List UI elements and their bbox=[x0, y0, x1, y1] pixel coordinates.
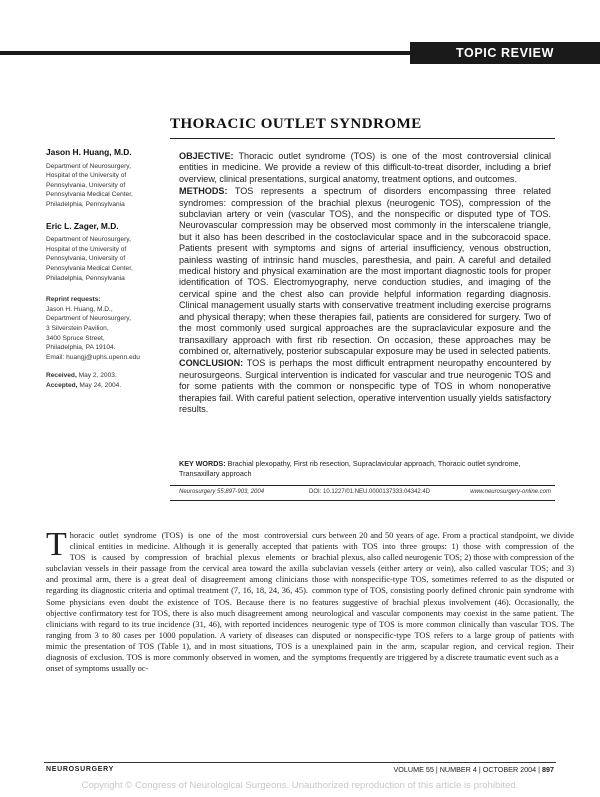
section-tag: TOPIC REVIEW bbox=[410, 42, 600, 64]
accepted-date bbox=[46, 381, 161, 391]
methods-text: TOS represents a spectrum of disorders encompassing three related syndromes: compression of the brachial plexus (neurogenic TOS), compression of the subclavian artery or vein (vascular TOS), and the nonspecific or disputed type of TOS. Neurovascular compression may be observed most commonly in the interscalene triangle, but it also has been described in the costoclavicular space and in the subcoracoid space. Patients present with symptoms and signs of arterial insufficiency, venous obstruction, painless wasting of intrinsic hand muscles, paresthesia, and pain. A careful and detailed medical history and physical examination are the most important diagnostic tools for proper identification of TOS. Electromyography, nerve conduction studies, and imaging of the cervical spine and the chest also can provide helpful information regarding diagnosis. Clinical management usually starts with conservative treatment including exercise programs and physical therapy; when these therapies fail, patients are considered for surgery. Two of the most commonly used surgical approaches are the supraclavicular exposure and the transaxillary approach with first rib resection. On occasion, these approaches may be combined or, alternatively, posterior subscapular exposure may be used in selected patients. bbox=[179, 186, 551, 356]
author-block-2 bbox=[46, 222, 161, 284]
drop-cap: T bbox=[46, 526, 67, 563]
keywords bbox=[179, 459, 551, 480]
affiliation-line: Pennsylvania, University of bbox=[46, 181, 126, 189]
body-text: horacic outlet syndrome (TOS) is one of the most controversial clinical entities in medicine. Although it is generally accepted that TOS is caused by compression of brachial plexus elements or subclavian vessels in their passage from the cervical area toward the axilla and proximal arm, there is a great deal of disagreement among clinicians regarding its diagnostic criteria and optimal treatment (7, 16, 18, 24, 36, 45). Some physicians even doubt the existence of TOS. Because there is no objective confirmatory test for TOS, there is also much disagreement among clinicians with regard to its true incidence (31, 46), with reported incidences ranging from 3 to 80 cases per 1000 population. A variety of diseases can mimic the presentation of TOS (Table 1), and in most situations, TOS is a diagnosis of exclusion. TOS is more commonly observed in women, and the onset of symptoms usually oc- bbox=[46, 531, 308, 674]
affiliation-line: Pennsylvania Medical Center, bbox=[46, 264, 133, 272]
affiliation-line: Hospital of the University of bbox=[46, 245, 127, 253]
abstract-methods bbox=[179, 186, 551, 357]
body-text: curs between 20 and 50 years of age. From a practical standpoint, we divide patients with TOS into three groups: 1) those with compression of the brachial plexus, also called neurogenic TOS; 2) those with compression of the subclavian vessels (either artery or vein), also called vascular TOS; and 3) those with nonspecific-type TOS, sometimes referred to as the disputed or common type of TOS, consisting poorly defined chronic pain syndrome with features suggestive of brachial plexus involvement (46). Occasionally, the neurological and vascular components may coexist in the same patient. The neurogenic type of TOS is more common clinically than vascular TOS. The disputed or nonspecific-type TOS refers to a large group of patients with unexplained pain in the arm, scapular region, and cervical region. Their symptoms frequently are triggered by a discrete traumatic event such as a bbox=[312, 531, 574, 663]
reprint-line: 3 Silverstein Pavilion, bbox=[46, 324, 109, 332]
author-sidebar bbox=[46, 148, 161, 390]
section-tag-bar bbox=[0, 42, 600, 64]
body-column-left bbox=[46, 526, 308, 674]
affiliation-line: Philadelphia, Pennsylvania bbox=[46, 200, 125, 208]
citation-rule-bottom bbox=[170, 500, 555, 501]
conclusion-label: CONCLUSION: bbox=[179, 358, 244, 369]
author-block-1 bbox=[46, 148, 161, 210]
author-affiliation bbox=[46, 162, 161, 210]
journal-url[interactable]: www.neurosurgery-online.com bbox=[470, 489, 551, 495]
journal-reference: Neurosurgery 55:897-903, 2004 bbox=[179, 489, 265, 495]
conclusion-text: TOS is perhaps the most difficult entrapment neuropathy encountered by neurosurgeons. Surgical intervention is indicated for vascular and true neurogenic TOS and for some patients with the common or nonspecific type of TOS in whom nonoperative therapies fail. With careful patient selection, operative intervention usually yields satisfactory results. bbox=[179, 358, 551, 414]
affiliation-line: Department of Neurosurgery, bbox=[46, 162, 131, 170]
footer-rule bbox=[44, 762, 556, 763]
objective-label: OBJECTIVE: bbox=[179, 151, 234, 161]
body-column-right bbox=[312, 530, 574, 663]
accepted-label: Accepted, bbox=[46, 381, 78, 389]
issue-info: VOLUME 55 | NUMBER 4 | OCTOBER 2004 | bbox=[393, 765, 540, 774]
page-number: 897 bbox=[542, 765, 554, 774]
methods-label: METHODS: bbox=[179, 186, 228, 197]
title-rule bbox=[170, 138, 555, 139]
received-label: Received, bbox=[46, 372, 77, 380]
citation-rule-top bbox=[170, 485, 555, 486]
abstract-objective bbox=[179, 151, 551, 185]
affiliation-line: Pennsylvania Medical Center, bbox=[46, 191, 133, 199]
author-name: Eric L. Zager, M.D. bbox=[46, 220, 119, 231]
affiliation-line: Department of Neurosurgery, bbox=[46, 236, 131, 244]
affiliation-line: Philadelphia, Pennsylvania bbox=[46, 274, 125, 282]
keywords-text: Brachial plexopathy, First rib resection, Supraclavicular approach, Thoracic outlet syndrome, Transaxillary approach bbox=[179, 459, 521, 479]
article-title: THORACIC OUTLET SYNDROME bbox=[170, 116, 422, 132]
reprint-requests bbox=[46, 295, 161, 362]
reprint-email[interactable]: Email: huangj@uphs.upenn.edu bbox=[46, 353, 140, 361]
received-date bbox=[46, 371, 161, 381]
keywords-label: KEY WORDS: bbox=[179, 459, 226, 468]
reprint-line: Department of Neurosurgery, bbox=[46, 315, 131, 323]
copyright-notice: Copyright © Congress of Neurological Surgeons. Unauthorized reproduction of this article is prohibited. bbox=[81, 780, 519, 791]
author-affiliation bbox=[46, 235, 161, 283]
abstract bbox=[179, 151, 551, 416]
received-value: May 2, 2003. bbox=[78, 372, 117, 380]
reprint-heading: Reprint requests: bbox=[46, 296, 101, 304]
reprint-line: Jason H. Huang, M.D., bbox=[46, 305, 113, 313]
objective-text: Thoracic outlet syndrome (TOS) is one of the most controversial clinical entities in medicine. We provide a review of this difficult-to-treat disorder, including a brief overview, clinical presentations, surgical anatomy, treatment options, and outcomes. bbox=[179, 151, 551, 184]
accepted-value: May 24, 2004. bbox=[79, 381, 122, 389]
author-name: Jason H. Huang, M.D. bbox=[46, 147, 132, 157]
reprint-line: Philadelphia, PA 19104. bbox=[46, 344, 116, 352]
doi: DOI: 10.1227/01.NEU.0000137333.04342.4D bbox=[309, 489, 431, 495]
affiliation-line: Pennsylvania, University of bbox=[46, 255, 126, 263]
reprint-line: 3400 Spruce Street, bbox=[46, 334, 105, 342]
abstract-conclusion bbox=[179, 358, 551, 415]
affiliation-line: Hospital of the University of bbox=[46, 172, 127, 180]
footer-issue bbox=[394, 765, 554, 774]
footer-journal: NEUROSURGERY bbox=[46, 766, 115, 773]
